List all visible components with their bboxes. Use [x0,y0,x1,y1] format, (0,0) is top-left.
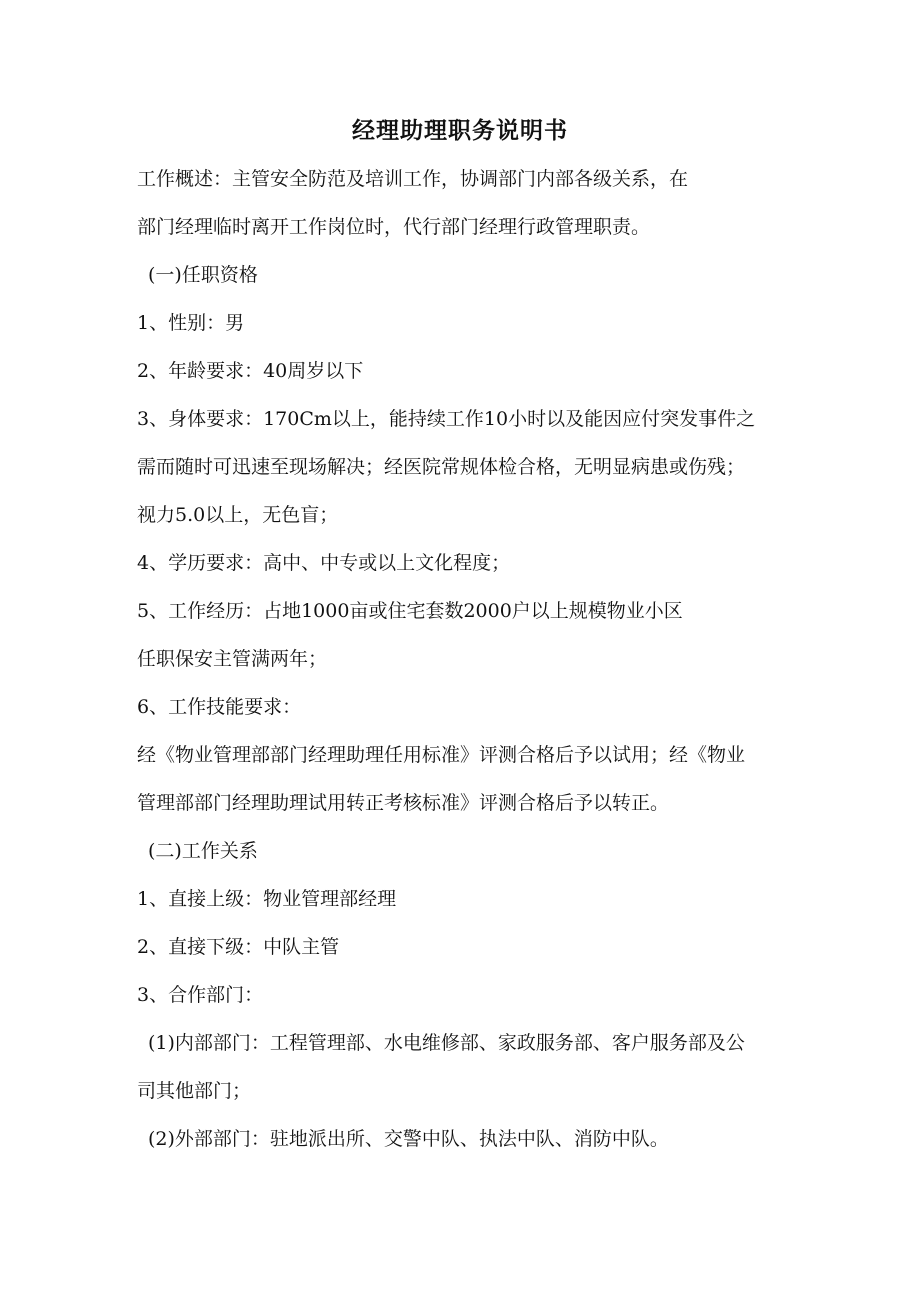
relationship-cooperating-departments: 3、合作部门： [137,984,264,1006]
qualification-physical-line-3: 视力5.0以上，无色盲； [137,504,339,526]
qualification-skills: 6、工作技能要求： [137,696,302,718]
internal-departments-line-2: 司其他部门； [137,1080,252,1102]
qualification-skills-detail-line-1: 经《物业管理部部门经理助理任用标准》评测合格后予以试用；经《物业 [137,744,746,766]
document-title: 经理助理职务说明书 [352,118,568,144]
internal-departments-line-1: (1)内部部门：工程管理部、水电维修部、家政服务部、客户服务部及公 [148,1032,745,1054]
relationship-subordinate: 2、直接下级：中队主管 [137,936,340,958]
qualification-physical-line-1: 3、身体要求：170Cm以上，能持续工作10小时以及能因应付突发事件之 [137,408,756,430]
qualification-experience-line-2: 任职保安主管满两年； [137,648,328,670]
qualification-skills-detail-line-2: 管理部部门经理助理试用转正考核标准》评测合格后予以转正。 [137,792,670,814]
section-heading-relationships: (二)工作关系 [148,840,258,862]
section-heading-qualifications: (一)任职资格 [148,264,258,286]
qualification-education: 4、学历要求：高中、中专或以上文化程度； [137,552,511,574]
qualification-gender: 1、性别：男 [137,312,245,334]
qualification-age: 2、年龄要求：40周岁以下 [137,360,364,382]
external-departments: (2)外部部门：驻地派出所、交警中队、执法中队、消防中队。 [148,1128,669,1150]
qualification-physical-line-2: 需而随时可迅速至现场解决；经医院常规体检合格，无明显病患或伤残； [137,456,746,478]
overview-line-2: 部门经理临时离开工作岗位时，代行部门经理行政管理职责。 [137,216,651,238]
overview-line-1: 工作概述：主管安全防范及培训工作，协调部门内部各级关系，在 [137,168,689,190]
qualification-experience-line-1: 5、工作经历：占地1000亩或住宅套数2000户以上规模物业小区 [137,600,683,622]
relationship-superior: 1、直接上级：物业管理部经理 [137,888,397,910]
